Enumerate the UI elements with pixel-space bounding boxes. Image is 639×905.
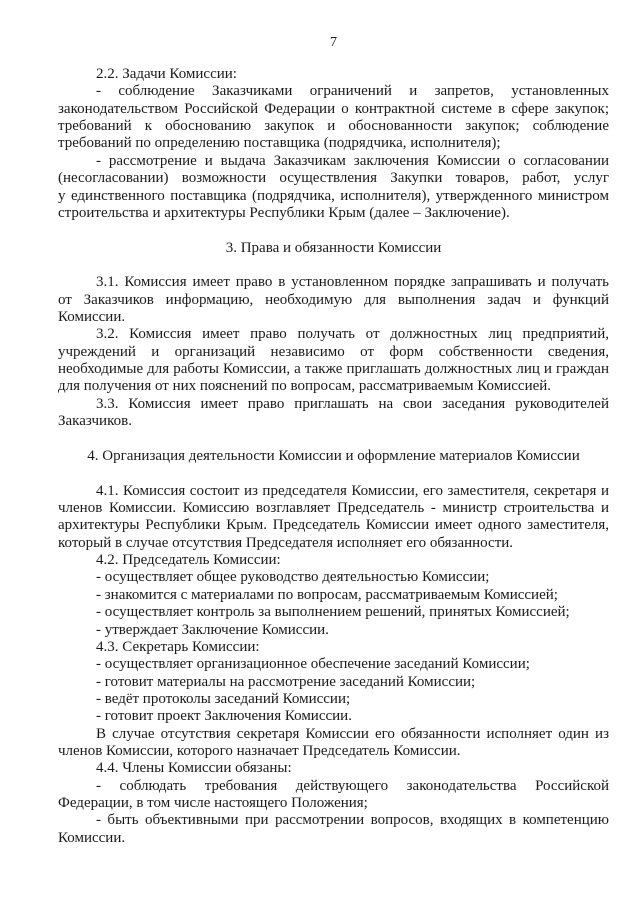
paragraph-4-1-line: который в случае отсутствия Председателя исполняет его обязанности.	[58, 534, 514, 551]
section-2-2-title: 2.2. Задачи Комиссии:	[96, 66, 237, 82]
section-2-2-item-2-line: (несогласовании) возможности осуществления Закупки товаров, работ, услуг	[58, 170, 609, 187]
chairman-duty-item: - утверждает Заключение Комиссии.	[96, 621, 329, 638]
paragraph-4-1-line: членов Комиссии. Комиссию возглавляет Председатель - министр строительства и	[58, 499, 609, 516]
section-2-2-item-1-line: требований к обоснованию закупок и обоснованности закупок; соблюдение	[58, 118, 609, 135]
section-4-heading: 4. Организация деятельности Комиссии и оформление материалов Комиссии	[87, 447, 580, 464]
section-2-2-item-2-line: - рассмотрение и выдача Заказчикам заключения Комиссии о согласовании	[96, 152, 609, 169]
paragraph-4-1-line: архитектуры Республики Крым. Председатель Комиссии имеет одного заместителя,	[58, 517, 609, 534]
section-2-2-item-1-line: требований по определению поставщика (подрядчика, исполнителя);	[58, 135, 501, 152]
spacer	[58, 465, 609, 482]
member-duty-item-line: - соблюдать требования действующего законодательства Российской	[96, 777, 609, 794]
spacer	[58, 222, 609, 239]
section-2-2-item-1-line: законодательством Российской Федерации о контрактной системе в сфере закупок;	[58, 100, 609, 117]
section-2-2-item-2-line: строительства и архитектуры Республики Крым (далее – Заключение).	[58, 204, 510, 221]
member-duty-item-line: Федерации, в том числе настоящего Положения;	[58, 795, 368, 812]
paragraph-3-1-line: Комиссии.	[58, 309, 126, 326]
spacer	[58, 257, 609, 274]
paragraph-3-2-line: учреждений и организаций независимо от форм собственности сведения,	[58, 343, 609, 360]
chairman-duty-item: - осуществляет контроль за выполнением решений, принятых Комиссией;	[96, 604, 570, 621]
secretary-duty-item: - готовит проект Заключения Комиссии.	[96, 708, 352, 725]
paragraph-4-4-title: 4.4. Члены Комиссии обязаны:	[96, 760, 292, 777]
member-duty-item-line: Комиссии.	[58, 829, 126, 846]
paragraph-4-3-title: 4.3. Секретарь Комиссии:	[96, 638, 260, 655]
paragraph-4-1-line: 4.1. Комиссия состоит из председателя Комиссии, его заместителя, секретаря и	[96, 482, 609, 499]
document-body	[58, 66, 609, 847]
paragraph-4-2-title: 4.2. Председатель Комиссии:	[96, 552, 281, 569]
chairman-duty-item: - знакомится с материалами по вопросам, рассматриваемым Комиссией;	[96, 586, 558, 603]
paragraph-3-2-line: 3.2. Комиссия имеет право получать от должностных лиц предприятий,	[96, 326, 609, 343]
section-2-2-item-1-line: - соблюдение Заказчиками ограничений и запретов, установленных	[96, 83, 609, 100]
secretary-duty-item: - ведёт протоколы заседаний Комиссии;	[96, 690, 351, 707]
secretary-duty-item: - готовит материалы на рассмотрение заседаний Комиссии;	[96, 673, 476, 690]
secretary-substitute-line: членов Комиссии, которого назначает Председатель Комиссии.	[58, 743, 461, 760]
paragraph-3-3-line: Заказчиков.	[58, 413, 132, 430]
chairman-duty-item: - осуществляет общее руководство деятельностью Комиссии;	[96, 569, 490, 586]
paragraph-3-2-line: для получения от них пояснений по вопросам, рассматриваемым Комиссией.	[58, 378, 552, 395]
paragraph-3-1-line: 3.1. Комиссия имеет право в установленном порядке запрашивать и получать	[96, 274, 609, 291]
secretary-duty-item: - осуществляет организационное обеспечение заседаний Комиссии;	[96, 656, 530, 673]
spacer	[58, 431, 609, 448]
secretary-substitute-line: В случае отсутствия секретаря Комиссии его обязанности исполняет один из	[96, 725, 609, 742]
section-3-heading: 3. Права и обязанности Комиссии	[225, 239, 442, 256]
paragraph-3-1-line: от Заказчиков информацию, необходимую для выполнения задач и функций	[58, 291, 609, 308]
paragraph-3-2-line: необходимые для работы Комиссии, а также приглашать должностных лиц и граждан	[58, 361, 609, 378]
paragraph-3-3-line: 3.3. Комиссия имеет право приглашать на свои заседания руководителей	[96, 395, 609, 412]
page-number: 7	[330, 35, 337, 50]
section-2-2-item-2-line: у единственного поставщика (подрядчика, исполнителя), утвержденного министром	[58, 187, 609, 204]
member-duty-item-line: - быть объективными при рассмотрении вопросов, входящих в компетенцию	[96, 812, 609, 829]
